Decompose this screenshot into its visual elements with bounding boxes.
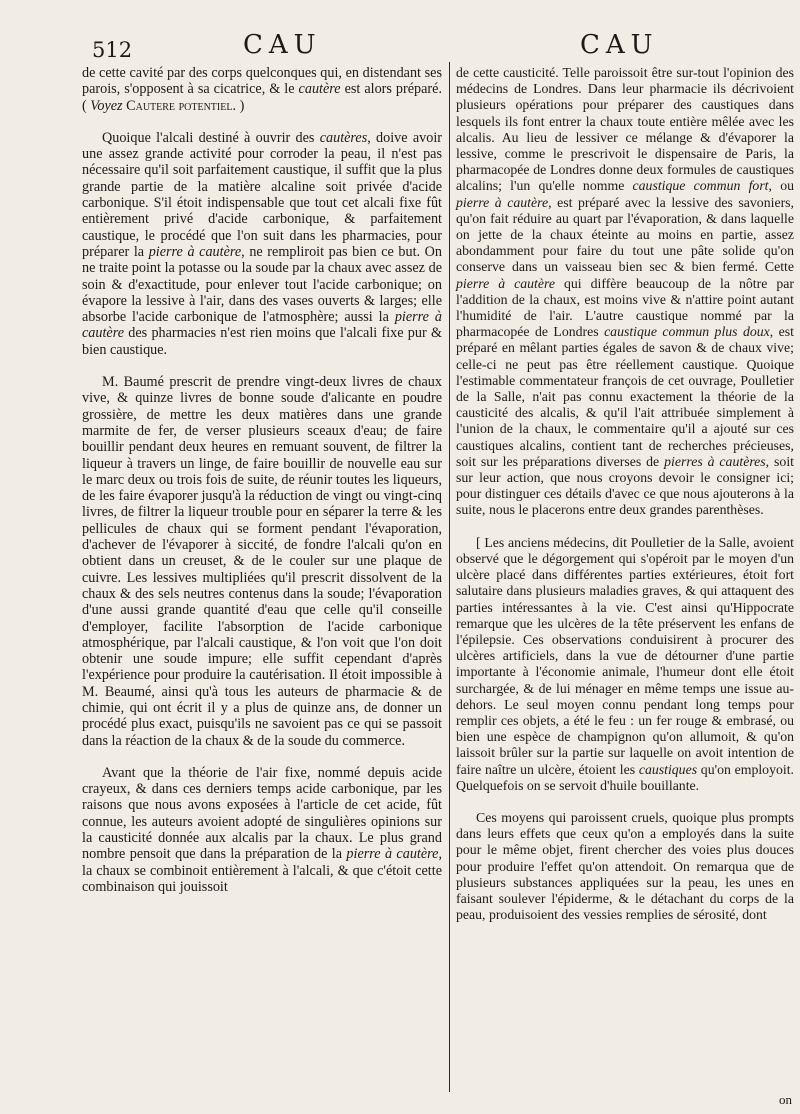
paragraph-gap [82, 749, 442, 765]
text-run: , la chaux se combinoit entièrement à l'alcali, & que c'étoit cette combinaison qui jouissoit [82, 846, 442, 895]
catchword: on [779, 1092, 792, 1107]
right-column [456, 65, 794, 923]
italic-run: pierres à cautères [664, 453, 766, 469]
paragraph [456, 65, 794, 519]
running-head-left: CAU [243, 30, 322, 60]
paragraph-gap [456, 519, 794, 535]
paragraph [82, 130, 442, 358]
column-divider [449, 62, 450, 1092]
paragraph [82, 765, 442, 895]
paragraph-gap [82, 358, 442, 374]
text-run: , ne rempliroit pas bien ce but. On ne traite point la potasse ou la soude par la chaux avec assez de soin & d'exactitude, pour enlever tout l'acide carbonique; on évapore la lessive à l'air, dans des vases ouverts & larges; elle absorbe l'acide carbonique de l'atmosphère; aussi la [82, 243, 442, 326]
paragraph: Ces moyens qui paroissent cruels, quoique plus prompts dans leurs effets que ceux qu'on a employés dans la suite pour le même objet, firent chercher des voies plus douces pour produire l'effet qu'on attendoit. On remarqua que de plusieurs substances appliquées sur la peau, les unes en faisant soulever l'épiderme, & le détachant du corps de la peau, produisoient des vessies remplies de sérosité, dont [456, 809, 794, 923]
text-run: , est préparé en mêlant parties égales de savon & de chaux vive; celle-ci ne peut pas être réellement caustique. Quoique l'estimable commentateur françois de cet ouvrage, Poulletier de la Salle, n'ait pas connu exactement la théorie de la causticité des alcalis, & qu'il l'ait attribuée simplement à l'union de la chaux, le commentaire qu'il a ajouté sur ces caustiques alcalins, contient tant de recherches précieuses, soit sur les préparations diverses de [456, 324, 794, 469]
text-run: , soit sur leur action, que nous croyons devoir le consigner ici; pour distinguer ces détails d'avec ce que nous ajouterons à la suite, nous le placerons entre deux grandes parenthèses. [456, 453, 794, 518]
italic-run: Voyez [90, 97, 123, 114]
italic-run: pierre à cautère [346, 846, 439, 863]
text-run: de cette cavité par des corps quelconques qui, en distendant ses parois, s'opposent à sa cicatrice, & le [82, 65, 442, 98]
text-run: des pharmacies n'est rien moins que l'alcali fixe pur & bien caustique. [82, 325, 442, 358]
paragraph-gap [456, 794, 794, 810]
paragraph [456, 535, 794, 794]
page-header [0, 28, 800, 68]
text-run: , ou [768, 178, 794, 194]
text-run: de cette causticité. Telle paroissoit être sur-tout l'opinion des médecins de Londres. Dans leur pharmacie ils décrivoient plusieurs opérations pour préparer des caustiques dans lesquels ils font entrer la chaux toute entière mêlée avec les alcalis. Au lieu de lessiver ce mélange & d'évaporer la lessive, comme le prescrivoit le dispensaire de Paris, la pharmacopée de Londres donne deux formules de caustiques alcalins; l'un qu'elle nomme [456, 65, 794, 194]
text-run: [ Les anciens médecins, dit Poulletier de la Salle, avoient observé que le dégorgement qui s'opéroit par le moyen d'un ulcère placé dans différentes parties extérieures, étoit fort salutaire dans plusieurs maladies graves, & qui attaquent des parties intéressantes à la vie. C'est ainsi qu'Hippocrate remarque que les ulcères de la tête préservent les enfans de l'épilepsie. Ces observations conduisirent à procurer des ulcères artificiels, dans la vue de détourner d'une partie importante à l'économie animale, l'humeur dont elle étoit surchargée, & de lui ménager en même temps une issue au-dehors. Le seul moyen connu pendant long temps pour remplir ces objets, a été le feu : un fer rouge & embrasé, ou bien une espèce de champignon qu'on allumoit, & qu'on laissoit brûler sur la partie sur laquelle on avoit intention de faire naître un ulcère, étoient les [456, 534, 794, 777]
italic-run: caustique commun plus doux [604, 324, 770, 340]
paragraph: M. Baumé prescrit de prendre vingt-deux livres de chaux vive, & quinze livres de bonne soude d'alicante en poudre grossière, de mettre les deux matières dans une grande marmite de fer, de verser plusieurs sceaux d'eau; de faire bouillir pendant deux heures en remuant souvent, de filtrer la liqueur à travers un linge, de faire bouillir de nouvelle eau sur le marc deux ou trois fois de suite, de réunir toutes les liqueurs, de les faire évaporer jusqu'à la réduction de vingt ou vingt-cinq livres, de filtrer la liqueur trouble pour en séparer la terre & les pellicules de chaux qui se forment pendant l'évaporation, d'achever de l'évaporer à siccité, de fondre l'alcali qu'on en obtient dans un creuset, & de le couler sur une plaque de cuivre. Les lessives multipliées qu'il prescrit dissolvent de la chaux & des sels neutres contenus dans la soude; l'évaporation d'une aussi grande quantité d'eau que celle qu'il conseille d'employer, facilite l'absorption de l'acide carbonique atmosphérique, par l'alcali caustique, & l'on voit que l'on doit obtenir une soude impure; elle suffit cependant d'après l'expérience pour produire la cautérisation. Il étoit impossible à M. Beaumé, ainsi qu'à tous les auteurs de pharmacie & de chimie, qui ont écrit il y a plus de quinze ans, de donner un procédé plus exact, puisqu'ils ne savoient pas ce qui se passoit dans la réaction de la chaux & de la soude du commerce. [82, 374, 442, 749]
text-run: , est préparé avec la lessive des savoniers, qu'on fait réduire au quart par l'évaporation, & dans laquelle on jette de la chaux éteinte au moins en partie, assez abondamment pour faire du tout une pâte solide qu'on conserve dans un vaisseau bien sec & bien fermé. Cette [456, 194, 794, 275]
italic-run: pierre à cautère [456, 275, 555, 291]
paragraph [82, 65, 442, 114]
text-run: , doive avoir une assez grande activité pour corroder la peau, il n'est pas nécessaire qu'il soit parfaitement caustique, il suffit que la plus grande partie de la matière alcaline soit privée d'acide carbonique. S'il étoit indispensable que tout cet alcali fixe fût entièrement privé d'acide carbonique, & parfaitement caustique, le procédé que l'on suit dans les pharmacies, pour préparer la [82, 129, 442, 260]
cross-reference: Cautere potentiel. [122, 97, 237, 114]
text-run: ) [236, 97, 245, 114]
italic-run: caustiques [638, 761, 698, 777]
left-column [82, 65, 442, 895]
italic-run: pierre à cautère [82, 309, 442, 342]
italic-run: caustique commun fort [632, 178, 769, 194]
text-run: Quoique l'alcali destiné à ouvrir des [102, 129, 320, 146]
text-run: qui diffère beaucoup de la nôtre par l'addition de la chaux, est moins vive & n'attire point autant l'humidité de l'air. L'autre caustique nommé par la pharmacopée de Londres [456, 275, 794, 340]
paragraph-gap [82, 114, 442, 130]
page-number: 512 [92, 38, 133, 62]
italic-run: cautères [319, 129, 368, 146]
text-run: Avant que la théorie de l'air fixe, nommé depuis acide crayeux, & dans ces derniers temps acide carbonique, par les raisons que nous avons exposées à l'article de cet acide, fût connue, les auteurs avoient adopté de singulières opinions sur la causticité donnée aux alcalis par la chaux. Le plus grand nombre pensoit que dans la préparation de la [82, 764, 442, 863]
italic-run: pierre à cautère [148, 243, 242, 260]
italic-run: pierre à cautère [456, 194, 549, 210]
running-head-right: CAU [580, 30, 659, 60]
italic-run: cautère [298, 81, 341, 98]
text-run: qu'on employoit. Quelquefois on se servoit d'huile bouillante. [456, 761, 794, 793]
text-run: est alors préparé. ( [82, 81, 442, 114]
